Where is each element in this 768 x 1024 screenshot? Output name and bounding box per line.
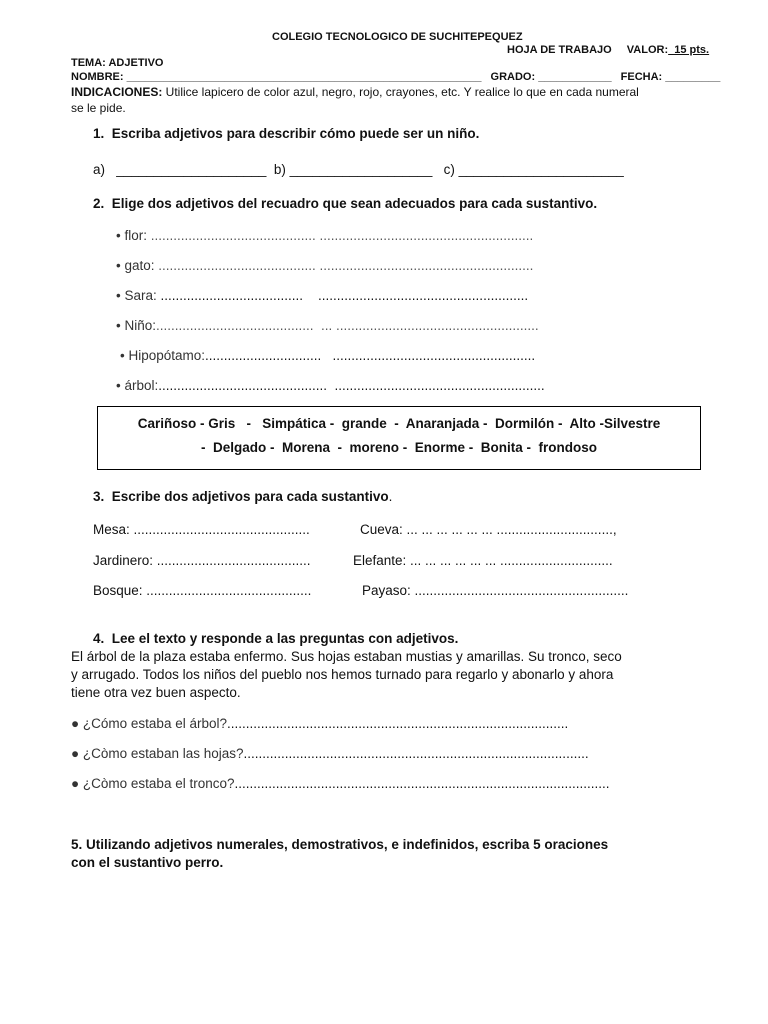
word-box-line-1: Cariñoso - Gris - Simpática - grande - Anaranjada - Dormilón - Alto -Silvestre: [137, 416, 661, 431]
q2-title: 2. Elige dos adjetivos del recuadro que sean adecuados para cada sustantivo.: [93, 196, 598, 211]
valor-label: VALOR:: [626, 44, 669, 56]
q4-title: 4. Lee el texto y responde a las preguntas con adjetivos.: [93, 631, 459, 646]
q2-item-fill[interactable]: ............................................. ........................................................: [158, 378, 545, 393]
q3-right-field[interactable]: Cueva: ... ... ... ... ... ... ...............................,: [360, 522, 617, 537]
q3-title-row: [93, 489, 392, 504]
tema-label: TEMA: ADJETIVO: [71, 57, 164, 69]
q4-reading-text: [71, 648, 701, 702]
q3-title: 3. Escribe dos adjetivos para cada sustantivo: [93, 489, 389, 504]
q2-item-label: • árbol:: [116, 378, 159, 393]
fecha-field[interactable]: _________: [665, 71, 721, 83]
q4-answer-fill[interactable]: ...........................................................................................: [226, 716, 569, 731]
fecha-label: FECHA:: [620, 71, 663, 83]
q2-item[interactable]: [116, 257, 533, 275]
q3-left-field[interactable]: Jardinero: .........................................: [93, 553, 311, 568]
q4-question-label: ● ¿Cómo estaba el árbol?: [71, 716, 227, 731]
indicaciones-line2: se le pide.: [71, 101, 126, 115]
q3-right-field[interactable]: Payaso: .........................................................: [362, 583, 629, 598]
q2-item[interactable]: [116, 227, 533, 245]
q2-item[interactable]: [116, 287, 528, 305]
q1-answer-line[interactable]: a) ____________________ b) ___________________ c) ______________________: [93, 162, 624, 177]
indicaciones-line1: [71, 85, 639, 99]
word-box-line-2: - Delgado - Morena - moreno - Enorme - Bonita - frondoso: [200, 440, 597, 455]
q2-item-fill[interactable]: .......................................... .........................................................: [158, 258, 534, 273]
q2-item[interactable]: [116, 317, 539, 335]
q3-left-field[interactable]: Mesa: ...............................................: [93, 522, 310, 537]
q2-item-fill[interactable]: ............................................ .........................................................: [150, 228, 534, 243]
q2-item-label: • gato:: [116, 258, 159, 273]
grado-label: GRADO:: [490, 71, 536, 83]
q3-right-field[interactable]: Elefante: ... ... ... ... ... ... ..............................: [353, 553, 613, 568]
q2-item-label: • Niño:: [116, 318, 156, 333]
q4-text-line: tiene otra vez buen aspecto.: [71, 685, 241, 700]
q4-answer-fill[interactable]: ....................................................................................................: [234, 776, 610, 791]
nombre-row: [71, 71, 720, 83]
q2-item-label: • Sara:: [116, 288, 161, 303]
adjective-word-box: [97, 406, 701, 470]
q3-left-field[interactable]: Bosque: ............................................: [93, 583, 312, 598]
indicaciones-label: INDICACIONES:: [71, 85, 163, 99]
q5-title-line1: 5. Utilizando adjetivos numerales, demostrativos, e indefinidos, escriba 5 oraciones: [71, 837, 609, 852]
q4-answer-fill[interactable]: ............................................................................................: [243, 746, 589, 761]
q4-question[interactable]: [71, 745, 589, 763]
q2-item-fill[interactable]: ............................... ......................................................: [205, 348, 536, 363]
q5-title-line2: con el sustantivo perro.: [71, 855, 224, 870]
nombre-field[interactable]: __________________________________________________________: [126, 71, 482, 83]
q2-item[interactable]: [116, 377, 545, 395]
q2-item-label: • Hipopótamo:: [120, 348, 206, 363]
q4-text-line: El árbol de la plaza estaba enfermo. Sus hojas estaban mustias y amarillas. Su tronco, seco: [71, 649, 622, 664]
valor-value: 15 pts.: [668, 44, 710, 56]
sheet-label: [507, 44, 709, 56]
q4-question-label: ● ¿Còmo estaban las hojas?: [71, 746, 244, 761]
q4-question-label: ● ¿Còmo estaba el tronco?: [71, 776, 235, 791]
q1-title: 1. Escriba adjetivos para describir cómo puede ser un niño.: [93, 126, 480, 141]
q2-item[interactable]: [120, 347, 535, 365]
q4-text-line: y arrugado. Todos los niños del pueblo nos hemos turnado para regarlo y abonarlo y ahora: [71, 667, 614, 682]
q2-item-fill[interactable]: ...................................... ........................................................: [160, 288, 529, 303]
q4-question[interactable]: [71, 775, 610, 793]
sheet-title: HOJA DE TRABAJO: [507, 44, 612, 56]
nombre-label: NOMBRE:: [71, 71, 124, 83]
q3-title-period: .: [388, 489, 393, 504]
q2-item-label: • flor:: [116, 228, 151, 243]
grado-field[interactable]: ____________: [538, 71, 612, 83]
indicaciones-text-1: Utilice lapicero de color azul, negro, rojo, crayones, etc. Y realice lo que en cada numeral: [162, 85, 639, 99]
q4-question[interactable]: [71, 715, 568, 733]
school-title: COLEGIO TECNOLOGICO DE SUCHITEPEQUEZ: [272, 31, 523, 43]
q2-item-fill[interactable]: .......................................... ... ......................................................: [156, 318, 539, 333]
